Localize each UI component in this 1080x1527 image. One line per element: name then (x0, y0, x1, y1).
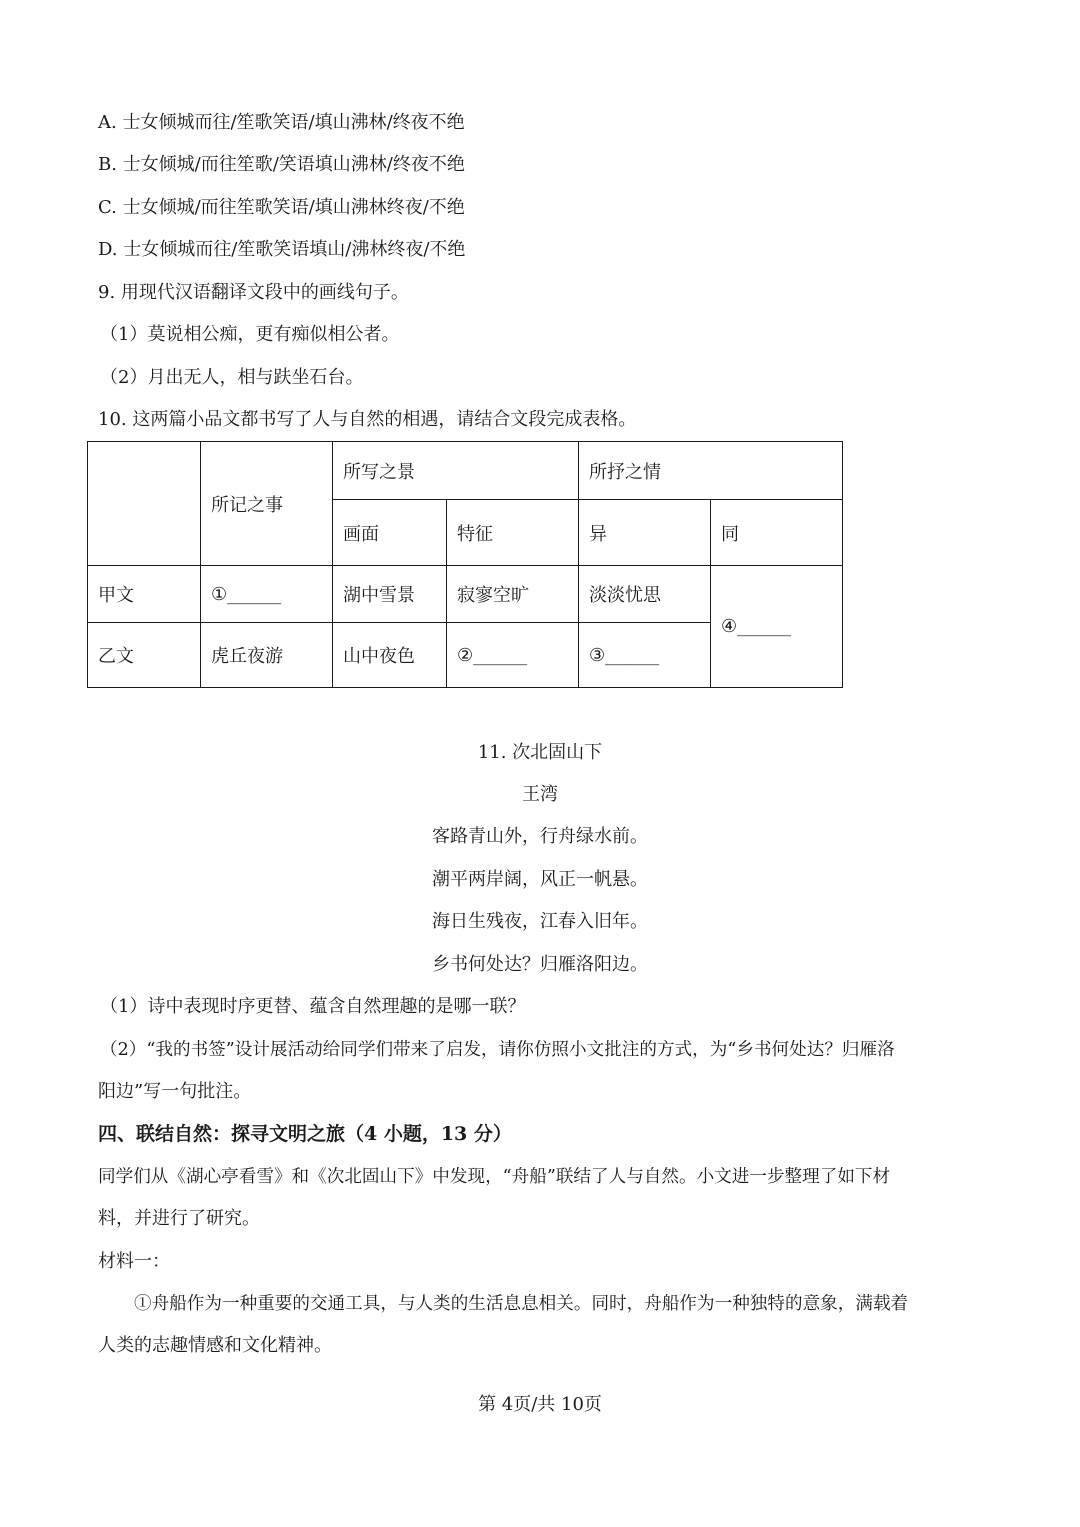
question-11-sub-1: （1）诗中表现时序更替、蕴含自然理趣的是哪一联？ (100, 996, 526, 1017)
blank-3[interactable]: ③______ (579, 623, 711, 688)
option-d: D. 士女倾城而往/笙歌笑语填山/沸林终夜/不绝 (98, 239, 466, 260)
poem-line-1: 客路青山外，行舟绿水前。 (432, 826, 648, 847)
question-10-stem: 10. 这两篇小品文都书写了人与自然的相遇，请结合文段完成表格。 (98, 409, 637, 430)
header-emotion: 所抒之情 (579, 442, 843, 500)
section-4-intro-line-1: 同学们从《湖心亭看雪》和《次北固山下》中发现，“舟船”联结了人与自然。小文进一步整理了如下材 (98, 1167, 891, 1187)
blank-4[interactable]: ④______ (711, 566, 843, 688)
answer-table (87, 441, 843, 688)
row-1-feature: 寂寥空旷 (447, 566, 579, 623)
poem-title: 11. 次北固山下 (477, 742, 603, 763)
header-same: 同 (711, 500, 843, 566)
row-1-picture: 湖中雪景 (333, 566, 447, 623)
table-corner-cell (88, 442, 201, 566)
question-9-stem: 9. 用现代汉语翻译文段中的画线句子。 (98, 282, 409, 303)
row-1-label: 甲文 (88, 566, 201, 623)
poem-line-2: 潮平两岸阔，风正一帆悬。 (432, 869, 648, 890)
poem-author: 王湾 (522, 784, 558, 805)
section-4-heading: 四、联结自然：探寻文明之旅（4 小题，13 分） (98, 1123, 512, 1145)
page-footer: 第 4页/共 10页 (478, 1394, 602, 1415)
option-a: A. 士女倾城而往/笙歌笑语/填山沸林/终夜不绝 (98, 112, 465, 133)
option-c: C. 士女倾城/而往笙歌笑语/填山沸林终夜/不绝 (98, 197, 465, 218)
poem-line-4: 乡书何处达？归雁洛阳边。 (432, 954, 648, 975)
section-4-intro-line-2: 料，并进行了研究。 (98, 1208, 260, 1229)
option-b: B. 士女倾城/而往笙歌/笑语填山沸林/终夜不绝 (98, 154, 465, 175)
row-2-event: 虎丘夜游 (201, 623, 333, 688)
material-1-label: 材料一： (98, 1251, 170, 1272)
blank-2[interactable]: ②______ (447, 623, 579, 688)
question-9-sub-2: （2）月出无人，相与趺坐石台。 (100, 367, 364, 388)
row-2-picture: 山中夜色 (333, 623, 447, 688)
row-2-label: 乙文 (88, 623, 201, 688)
question-11-sub-2-line-2: 阳边”写一句批注。 (98, 1081, 252, 1102)
material-1-line-2: 人类的志趣情感和文化精神。 (98, 1335, 332, 1356)
blank-1[interactable]: ①______ (201, 566, 333, 623)
question-11-sub-2-line-1: （2）“我的书签”设计展活动给同学们带来了启发，请你仿照小文批注的方式，为“乡书何处达？归雁洛 (100, 1040, 895, 1060)
header-different: 异 (579, 500, 711, 566)
header-picture: 画面 (333, 500, 447, 566)
row-1-different: 淡淡忧思 (579, 566, 711, 623)
poem-line-3: 海日生残夜，江春入旧年。 (432, 911, 648, 932)
header-scene: 所写之景 (333, 442, 579, 500)
header-event: 所记之事 (201, 442, 333, 566)
question-9-sub-1: （1）莫说相公痴，更有痴似相公者。 (100, 324, 400, 345)
material-1-line-1: ①舟船作为一种重要的交通工具，与人类的生活息息相关。同时，舟船作为一种独特的意象，满载着 (134, 1294, 909, 1314)
header-feature: 特征 (447, 500, 579, 566)
